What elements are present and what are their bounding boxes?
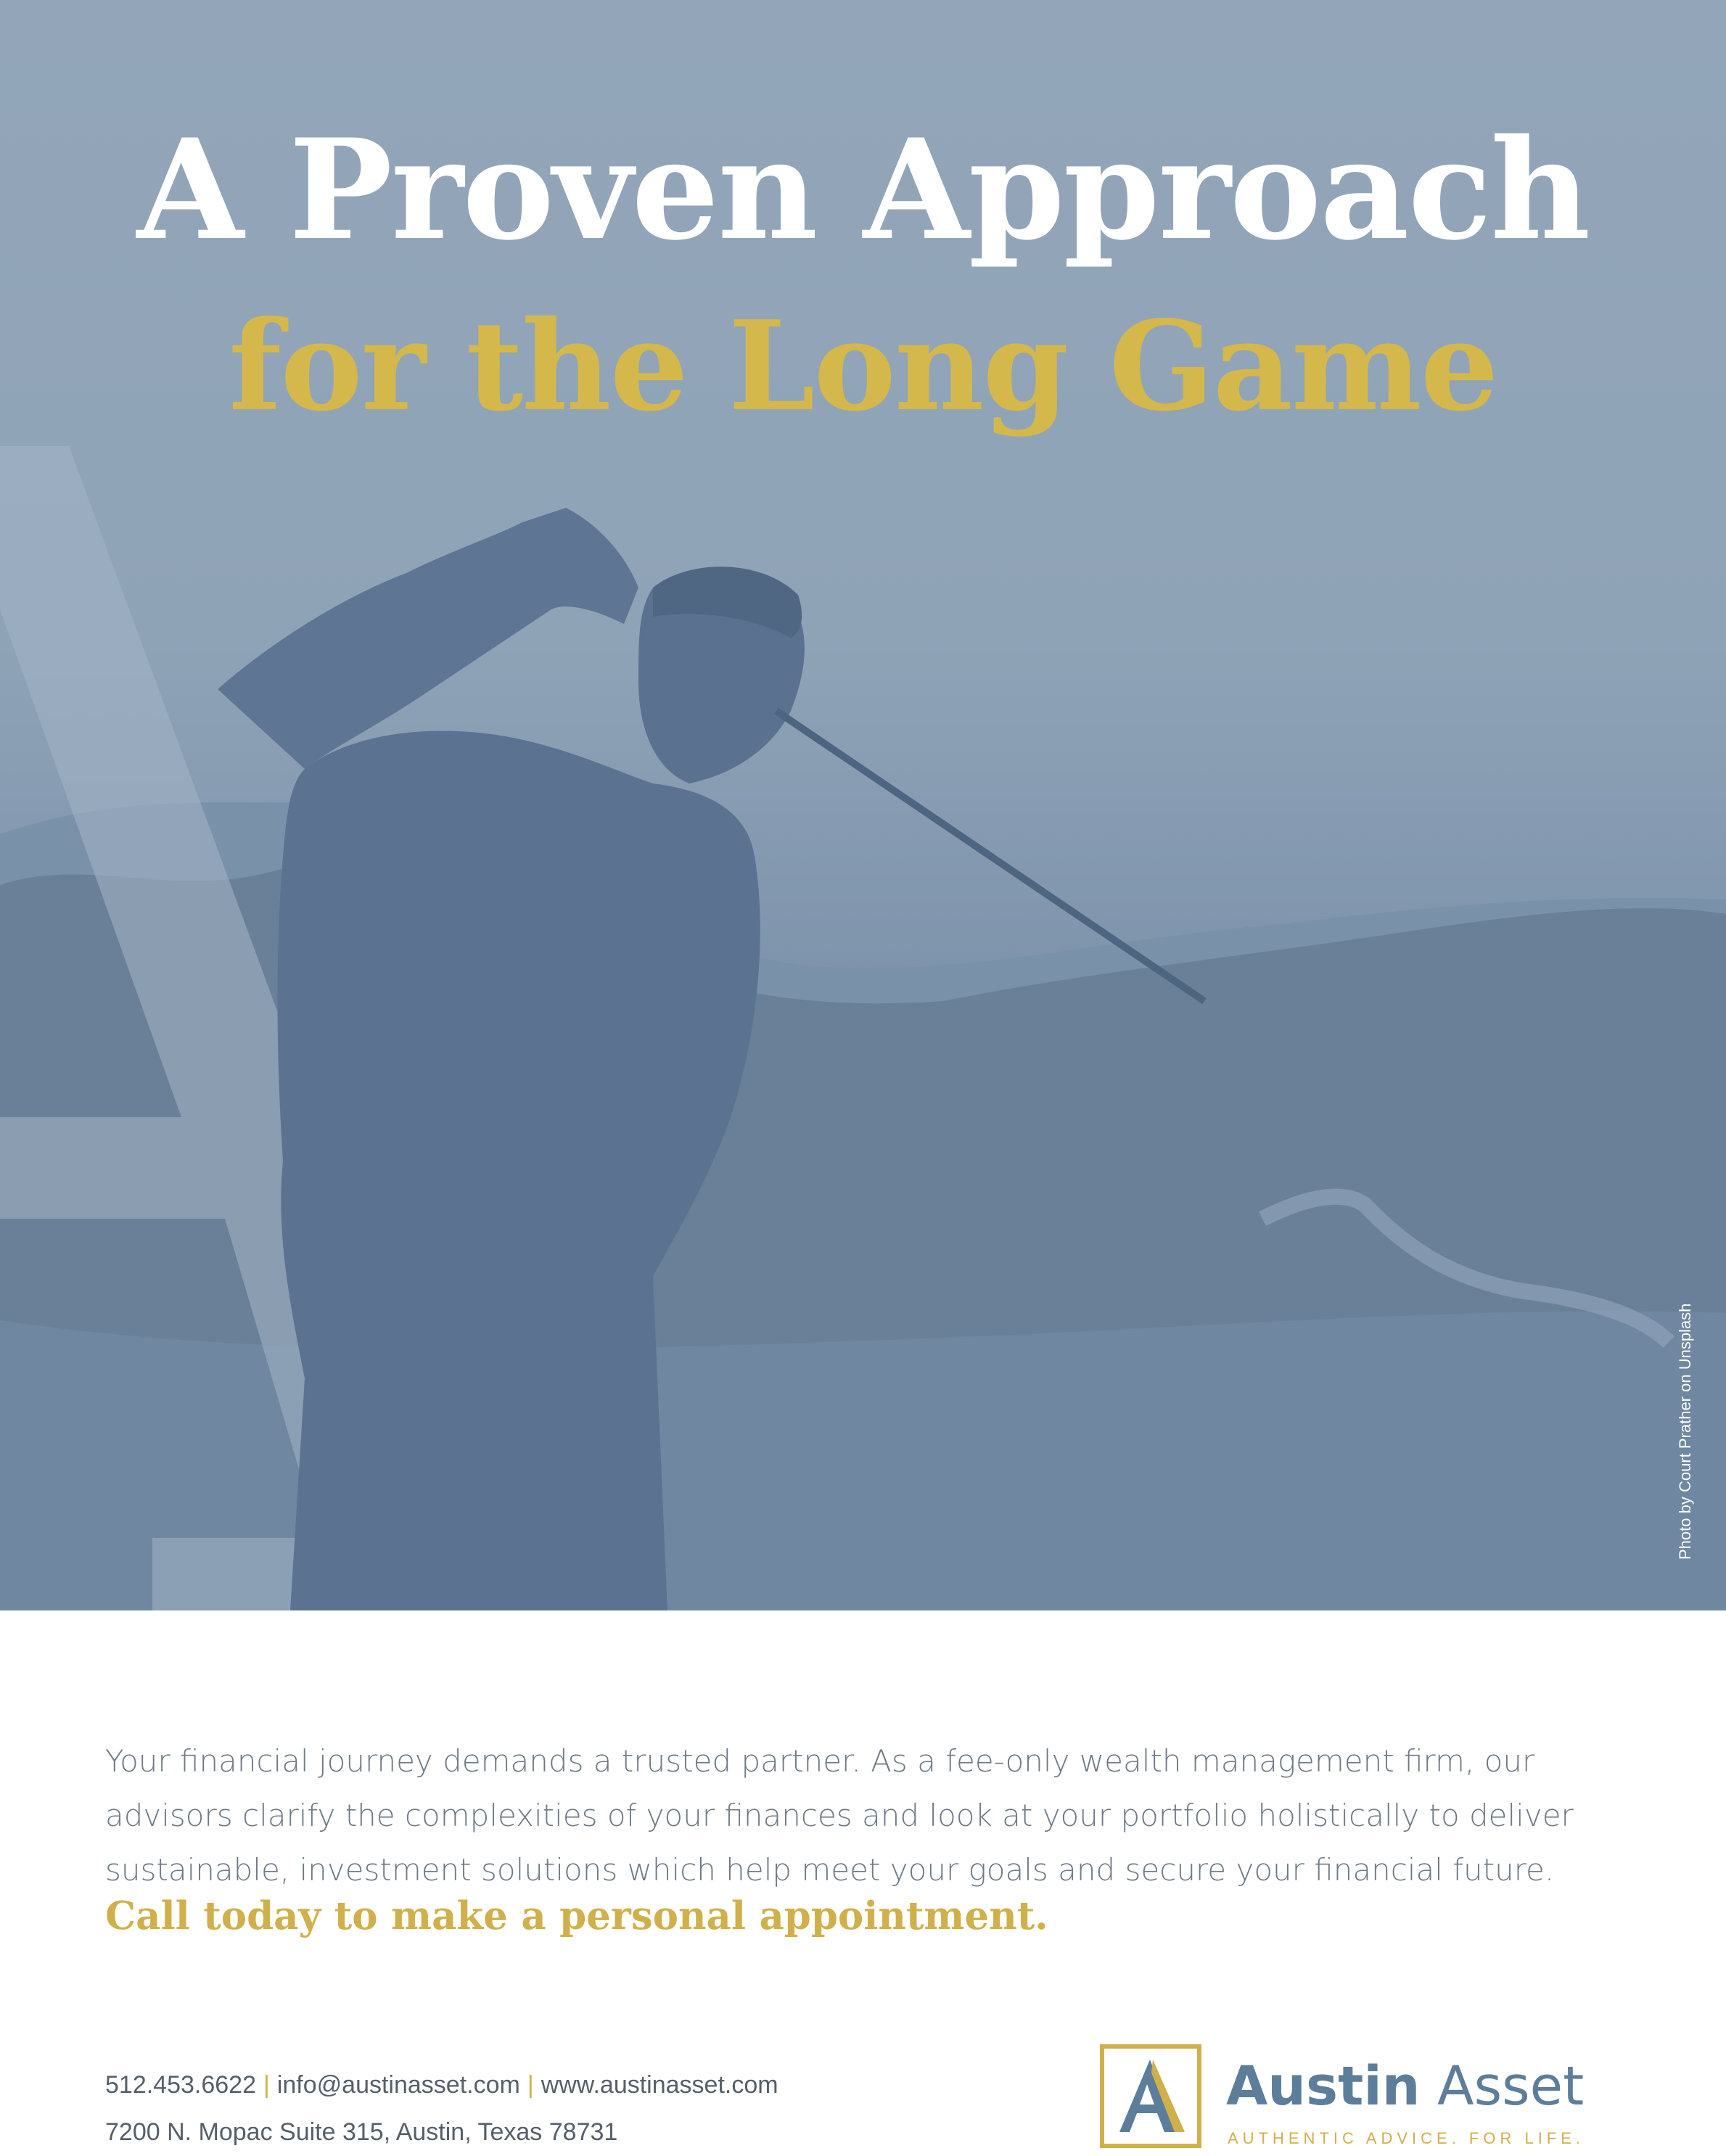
separator: | xyxy=(263,2071,270,2099)
headline-line1: A Proven Approach xyxy=(136,109,1590,271)
logo-name-second: Asset xyxy=(1437,2055,1585,2118)
separator: | xyxy=(527,2071,534,2099)
logo-wordmark xyxy=(1226,2055,1584,2118)
headline-line2: for the Long Game xyxy=(229,294,1497,439)
logo-name-first: Austin xyxy=(1226,2055,1421,2118)
logo-tagline: AUTHENTIC ADVICE. FOR LIFE. xyxy=(1228,2129,1585,2147)
call-to-action: Call today to make a personal appointment. xyxy=(105,1893,1048,1938)
photo-credit: Photo by Court Prather on Unsplash xyxy=(1676,1303,1694,1560)
contact-line xyxy=(105,2071,778,2099)
address: 7200 N. Mopac Suite 315, Austin, Texas 78731 xyxy=(105,2118,618,2146)
email-link[interactable]: info@austinasset.com xyxy=(276,2071,520,2099)
body-text: Your financial journey demands a trusted partner. As a fee-only wealth management firm, our advisors clarify the complexities of your finances and look at your portfolio holistically to deliver sustainable, investment solutions which help meet your goals and secure your financial future. xyxy=(105,1743,1574,1888)
website-link[interactable]: www.austinasset.com xyxy=(541,2071,778,2099)
golfer-arms xyxy=(218,508,638,769)
golf-club xyxy=(776,711,1204,1001)
phone-number[interactable]: 512.453.6622 xyxy=(105,2071,256,2099)
austin-asset-logo-icon xyxy=(1099,2044,1202,2149)
